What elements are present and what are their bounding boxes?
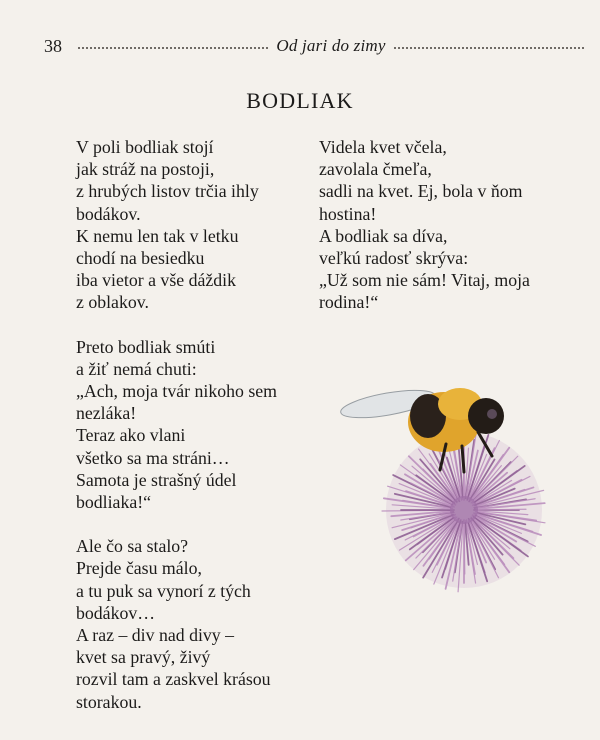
header-rule-left xyxy=(78,47,268,49)
verse-line: bodliaka!“ xyxy=(76,492,152,513)
verse-line: hostina! xyxy=(319,203,377,224)
header-rule-right xyxy=(394,47,584,49)
verse-line: V poli bodliak stojí xyxy=(76,137,214,157)
verse-line: jak stráž na postoji, xyxy=(76,159,215,180)
verse-line: iba vietor a vše dáždik xyxy=(76,270,236,291)
verse-line: rozvil tam a zaskvel krásou xyxy=(76,669,271,690)
verse-line: K nemu len tak v letku xyxy=(76,225,239,246)
running-title: Od jari do zimy xyxy=(276,36,386,55)
poem-title: BODLIAK xyxy=(246,88,354,113)
verse-line: a tu puk sa vynorí z tých xyxy=(76,580,251,601)
verse-line: zavolala čmeľa, xyxy=(319,159,432,180)
verse-line: všetko sa ma stráni… xyxy=(76,447,230,468)
poem-column-right xyxy=(319,136,589,336)
verse-line: z hrubých listov trčia ihly xyxy=(76,181,259,202)
verse-line: storakou. xyxy=(76,691,142,712)
bee-eye xyxy=(487,409,497,419)
verse-line: veľkú radosť skrýva: xyxy=(319,248,469,269)
stanza xyxy=(76,136,326,314)
thistle-center xyxy=(450,496,478,524)
verse-line: sadli na kvet. Ej, bola v ňom xyxy=(319,181,523,202)
verse-line: Prejde času málo, xyxy=(76,558,202,579)
verse-line: bodákov. xyxy=(76,203,141,224)
page-number: 38 xyxy=(44,35,62,56)
verse-line: „Už som nie sám! Vitaj, moja xyxy=(319,270,530,291)
verse-line: A bodliak sa díva, xyxy=(319,225,448,246)
stanza xyxy=(76,336,326,514)
verse-line: „Ach, moja tvár nikoho sem xyxy=(76,381,277,402)
verse-line: kvet sa pravý, živý xyxy=(76,647,211,668)
verse-line: A raz – div nad divy – xyxy=(76,625,235,646)
verse-line: Samota je strašný údel xyxy=(76,469,237,490)
verse-line: Teraz ako vlani xyxy=(76,425,186,446)
verse-line: bodákov… xyxy=(76,602,156,623)
verse-line: Ale čo sa stalo? xyxy=(76,536,189,557)
verse-line: nezláka! xyxy=(76,403,137,424)
verse-line: Videla kvet včela, xyxy=(319,137,447,157)
verse-line: a žiť nemá chuti: xyxy=(76,358,197,379)
poem-column-left xyxy=(76,136,326,735)
stanza xyxy=(76,535,326,713)
bee-head xyxy=(468,398,504,434)
verse-line: z oblakov. xyxy=(76,292,149,313)
verse-line: rodina!“ xyxy=(319,292,379,313)
page-header xyxy=(44,34,584,58)
stanza xyxy=(319,136,589,314)
bee-on-thistle-illustration xyxy=(336,360,576,600)
verse-line: chodí na besiedku xyxy=(76,248,205,269)
thistle-petal xyxy=(478,509,526,510)
verse-line: Preto bodliak smúti xyxy=(76,336,216,357)
